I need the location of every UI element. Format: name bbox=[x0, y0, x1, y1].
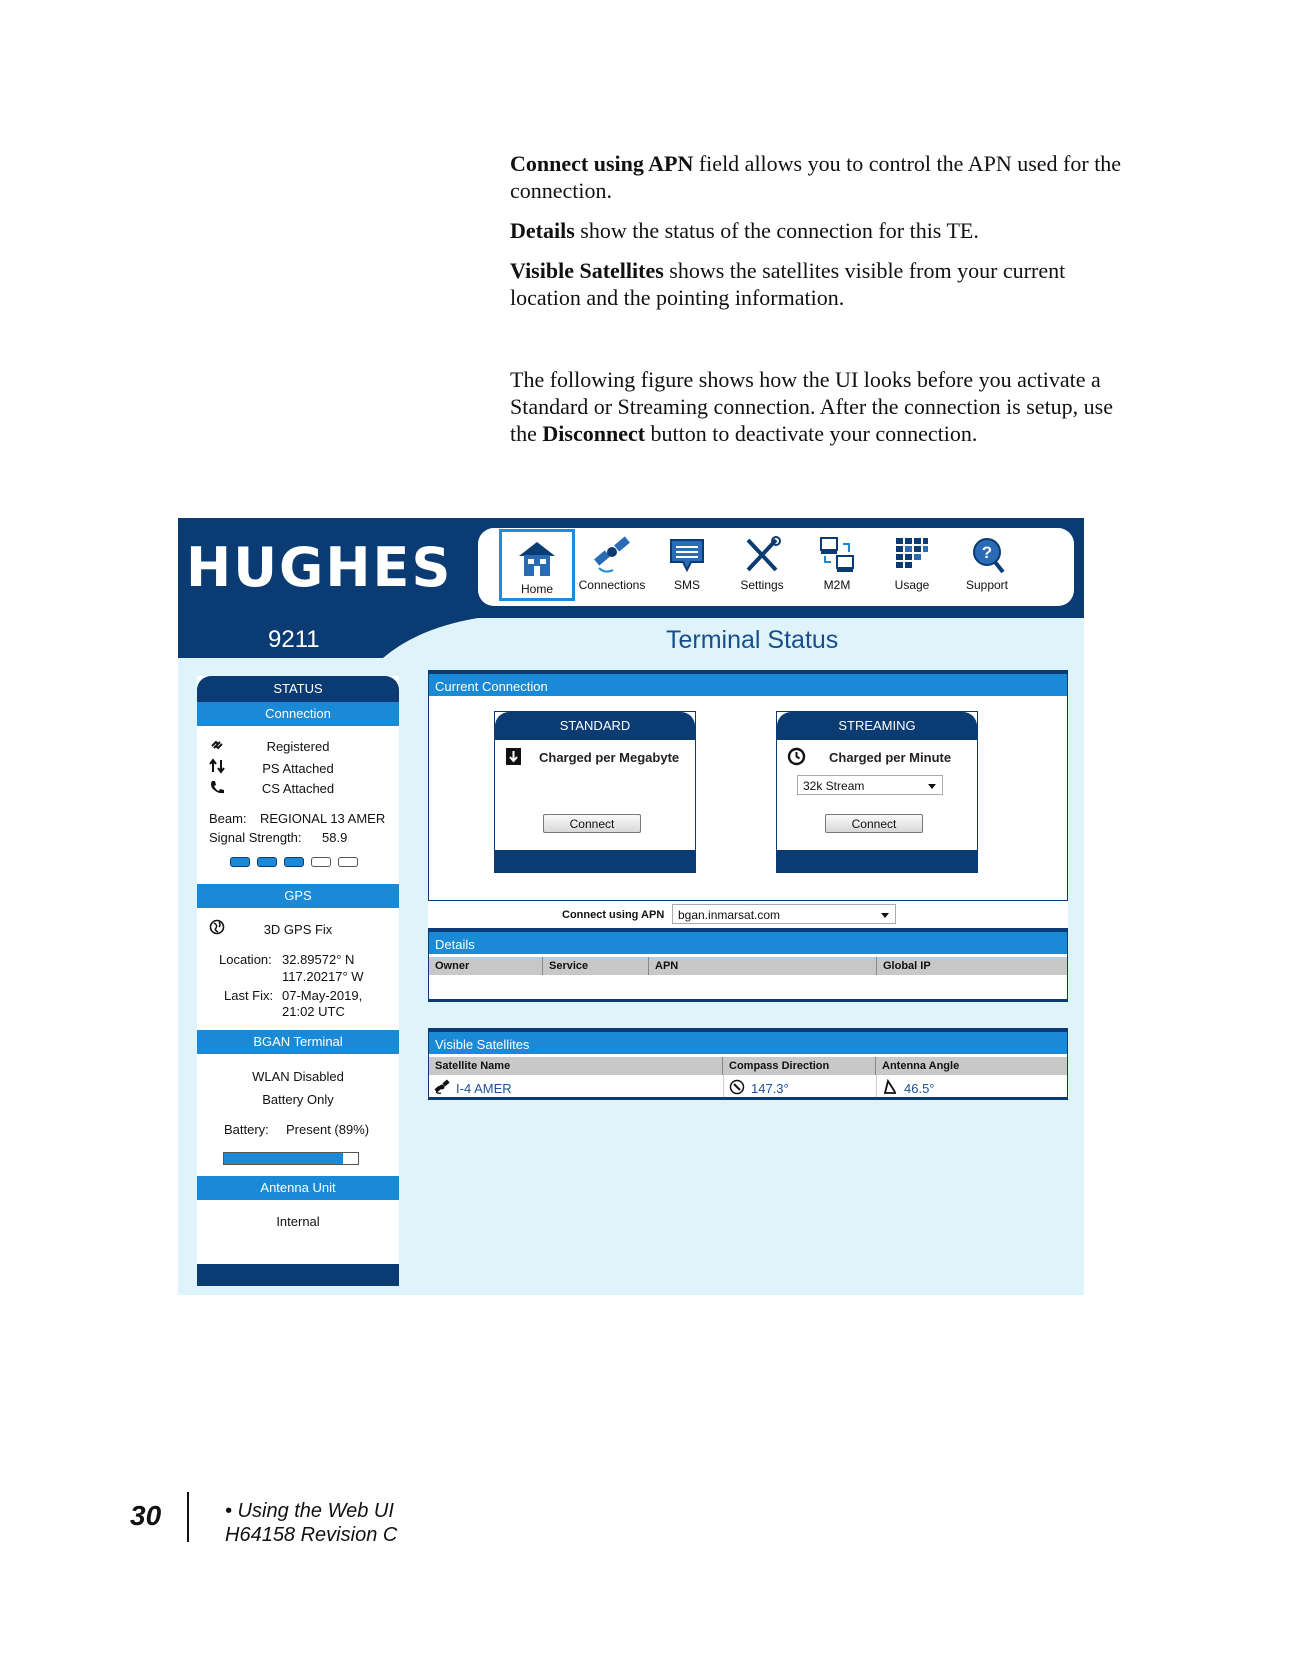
current-connection-header: Current Connection bbox=[429, 671, 1067, 696]
chevron-down-icon bbox=[928, 784, 936, 789]
footer-divider bbox=[187, 1492, 189, 1542]
nav-usage[interactable] bbox=[874, 528, 950, 606]
signal-bar bbox=[284, 857, 304, 867]
standard-connect-button[interactable]: Connect bbox=[543, 814, 641, 833]
antenna-angle-icon bbox=[882, 1079, 898, 1095]
svg-text:?: ? bbox=[981, 543, 993, 562]
battery-only-status: Battery Only bbox=[262, 1092, 334, 1107]
col-compass-direction: Compass Direction bbox=[723, 1057, 876, 1075]
nav-m2m-label: M2M bbox=[823, 578, 851, 592]
satellite-name: I-4 AMER bbox=[456, 1081, 512, 1096]
satellites-table-header bbox=[429, 1057, 1067, 1075]
home-icon bbox=[515, 538, 559, 580]
apn-row bbox=[428, 900, 1068, 929]
usage-grid-icon bbox=[890, 534, 934, 576]
standard-card-footer bbox=[495, 850, 695, 872]
details-header: Details bbox=[429, 929, 1067, 954]
nav-connections-label: Connections bbox=[578, 578, 646, 592]
row-divider bbox=[876, 1075, 877, 1097]
nav-support-label: Support bbox=[965, 578, 1009, 592]
main-nav bbox=[478, 528, 1074, 606]
signal-bar bbox=[257, 857, 277, 867]
m2m-icon bbox=[815, 534, 859, 576]
gps-fix-status: 3D GPS Fix bbox=[263, 922, 333, 937]
details-panel bbox=[428, 928, 1068, 1002]
standard-desc: Charged per Megabyte bbox=[539, 750, 680, 765]
signal-bar bbox=[338, 857, 358, 867]
nav-usage-label: Usage bbox=[894, 578, 930, 592]
col-global-ip: Global IP bbox=[883, 960, 931, 972]
model-number: 9211 bbox=[268, 626, 320, 653]
beam-label: Beam: bbox=[209, 811, 247, 826]
support-icon bbox=[965, 534, 1009, 576]
apn-value: bgan.inmarsat.com bbox=[678, 908, 781, 922]
nav-settings[interactable] bbox=[724, 528, 800, 606]
current-connection-panel bbox=[428, 670, 1068, 902]
signal-bar bbox=[311, 857, 331, 867]
gps-section-header: GPS bbox=[197, 884, 399, 908]
hughes-logo: HUGHES bbox=[186, 536, 453, 599]
tools-icon bbox=[740, 534, 784, 576]
page-title: Terminal Status bbox=[666, 626, 839, 654]
nav-m2m[interactable] bbox=[799, 528, 875, 606]
location-lat: 32.89572° N bbox=[282, 952, 355, 967]
beam-value: REGIONAL 13 AMER bbox=[260, 811, 386, 826]
nav-settings-label: Settings bbox=[740, 578, 784, 592]
nav-home[interactable] bbox=[499, 529, 575, 601]
standard-title: STANDARD bbox=[495, 712, 695, 740]
apn-select[interactable] bbox=[672, 904, 896, 924]
col-antenna-angle: Antenna Angle bbox=[882, 1060, 960, 1072]
satellites-header: Visible Satellites bbox=[429, 1029, 1067, 1054]
signal-bar bbox=[230, 857, 250, 867]
location-label: Location: bbox=[219, 952, 272, 967]
footer-section: • Using the Web UI bbox=[225, 1500, 394, 1522]
standard-card bbox=[494, 711, 696, 873]
connection-section-header: Connection bbox=[197, 702, 399, 726]
last-fix-label: Last Fix: bbox=[224, 988, 274, 1003]
bgan-section-header: BGAN Terminal bbox=[197, 1030, 399, 1054]
chevron-down-icon bbox=[881, 913, 889, 918]
battery-level-bar bbox=[223, 1152, 359, 1165]
nav-sms-label: SMS bbox=[673, 578, 700, 592]
col-satellite-name: Satellite Name bbox=[429, 1057, 723, 1075]
battery-value: Present (89%) bbox=[286, 1122, 370, 1137]
nav-support[interactable] bbox=[949, 528, 1025, 606]
satellite-icon bbox=[589, 534, 635, 576]
compass-direction: 147.3° bbox=[751, 1081, 789, 1096]
compass-icon bbox=[729, 1079, 745, 1095]
nav-connections[interactable] bbox=[574, 528, 650, 606]
sidebar-footer-bar bbox=[197, 1264, 399, 1286]
col-service: Service bbox=[543, 957, 649, 975]
antenna-section-header: Antenna Unit bbox=[197, 1176, 399, 1200]
streaming-card-footer bbox=[777, 850, 977, 872]
stream-rate-select[interactable] bbox=[797, 775, 943, 795]
status-header: STATUS bbox=[197, 676, 399, 702]
location-lon: 117.20217° W bbox=[282, 969, 364, 984]
antenna-value: Internal bbox=[276, 1214, 320, 1229]
ps-status: PS Attached bbox=[262, 761, 334, 776]
terminal-ui-figure bbox=[178, 518, 1084, 1295]
signal-label: Signal Strength: bbox=[209, 830, 302, 845]
satellites-panel bbox=[428, 1028, 1068, 1100]
streaming-connect-button[interactable]: Connect bbox=[825, 814, 923, 833]
signal-value: 58.9 bbox=[322, 830, 348, 845]
nav-sms[interactable] bbox=[649, 528, 725, 606]
sms-icon bbox=[665, 534, 709, 576]
clock-icon bbox=[787, 747, 806, 766]
last-fix-date: 07-May-2019, bbox=[282, 988, 363, 1003]
streaming-desc: Charged per Minute bbox=[829, 750, 952, 765]
nav-home-label: Home bbox=[520, 582, 553, 596]
para-apn: Connect using APN field allows you to control the APN used for the connection. bbox=[510, 151, 1122, 203]
cs-status: CS Attached bbox=[261, 781, 335, 796]
col-apn: APN bbox=[649, 957, 877, 975]
para-satellites: Visible Satellites shows the satellites visible from your current location and the pointing information. bbox=[510, 258, 1066, 310]
document-text bbox=[510, 150, 1130, 460]
stream-rate-value: 32k Stream bbox=[803, 779, 865, 793]
wlan-status: WLAN Disabled bbox=[252, 1069, 344, 1084]
battery-label: Battery: bbox=[224, 1122, 269, 1137]
download-icon bbox=[506, 748, 521, 765]
para-figure: The following figure shows how the UI looks before you activate a Standard or Streaming connection. After the connection is setup, use the Disconnect button to deactivate your connection. bbox=[510, 367, 1114, 446]
apn-label: Connect using APN bbox=[562, 909, 665, 921]
row-divider bbox=[723, 1075, 724, 1097]
streaming-card bbox=[776, 711, 978, 873]
antenna-angle: 46.5° bbox=[904, 1081, 935, 1096]
details-table-header bbox=[429, 957, 1067, 975]
streaming-title: STREAMING bbox=[777, 712, 977, 740]
registered-status: Registered bbox=[266, 739, 330, 754]
footer-doc-id: H64158 Revision C bbox=[225, 1524, 398, 1546]
page-number: 30 bbox=[130, 1500, 162, 1531]
battery-level-fill bbox=[224, 1153, 343, 1164]
col-owner: Owner bbox=[429, 957, 543, 975]
status-sidebar bbox=[197, 676, 399, 1286]
para-details: Details show the status of the connection for this TE. bbox=[510, 218, 979, 243]
last-fix-time: 21:02 UTC bbox=[282, 1004, 345, 1019]
satellite-icon bbox=[434, 1079, 450, 1095]
